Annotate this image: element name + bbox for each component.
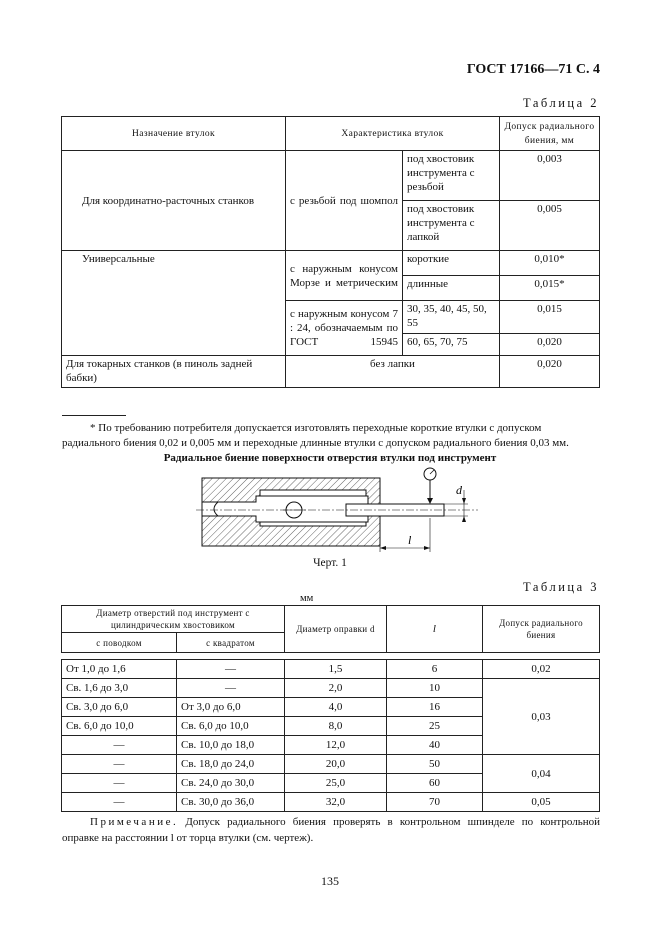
table2 <box>61 116 600 388</box>
t3-r2-c2: — <box>177 679 285 698</box>
arrow-l-left <box>380 546 386 550</box>
note-label: Примечание. <box>90 816 179 828</box>
t2-cone-type: с наружным конусом 7 : 24, обозначаемым по ГОСТ 15945 <box>286 301 403 356</box>
t3-tol-4: 0,05 <box>483 793 600 812</box>
t2-head-purpose: Назначение втулок <box>62 117 286 151</box>
t3-head-col2: с квадратом <box>177 633 285 653</box>
footnote-separator <box>62 415 126 416</box>
t3-r5-c3: 12,0 <box>285 736 387 755</box>
t3-r8-c1: — <box>62 793 177 812</box>
t3-r7-c3: 25,0 <box>285 774 387 793</box>
t2-morse-sub-1: короткие <box>403 251 500 276</box>
t3-tol-1: 0,02 <box>483 660 600 679</box>
dial-indicator-icon <box>424 468 436 504</box>
t2-lathe-type: без лапки <box>286 356 500 388</box>
table3 <box>61 605 600 812</box>
t3-r5-c2: Св. 10,0 до 18,0 <box>177 736 285 755</box>
label-d: d <box>456 483 462 497</box>
arrow-d-bottom <box>462 516 466 522</box>
t3-r8-c4: 70 <box>387 793 483 812</box>
t3-r1-c4: 6 <box>387 660 483 679</box>
note-text: Допуск радиального биения проверять в контрольном шпинделе по контрольной оправке на расстоянии l от торца втулки (см. чертеж). <box>62 816 600 844</box>
t2-morse-sub-2: длинные <box>403 276 500 301</box>
t3-r3-c2: От 3,0 до 6,0 <box>177 698 285 717</box>
t3-head-diameter: Диаметр оправки d <box>285 606 387 653</box>
t2-lathe-val: 0,020 <box>500 356 600 388</box>
t2-coord-type: с резьбой под шомпол <box>286 151 403 251</box>
t3-gap <box>62 653 600 660</box>
t2-coord-val-2: 0,005 <box>500 201 600 251</box>
t2-head-characteristic: Характеристика втулок <box>286 117 500 151</box>
t2-coord-sub-2: под хвостовик инструмента с лапкой <box>403 201 500 251</box>
t3-r7-c2: Св. 24,0 до 30,0 <box>177 774 285 793</box>
t3-r4-c2: Св. 6,0 до 10,0 <box>177 717 285 736</box>
t3-r3-c1: Св. 3,0 до 6,0 <box>62 698 177 717</box>
t3-r5-c1: — <box>62 736 177 755</box>
t2-coord-purpose: Для координатно-расточных станков <box>62 151 286 251</box>
t3-r6-c4: 50 <box>387 755 483 774</box>
t3-r2-c1: Св. 1,6 до 3,0 <box>62 679 177 698</box>
page-header: ГОСТ 17166—71 С. 4 <box>466 62 600 77</box>
t3-r1-c1: От 1,0 до 1,6 <box>62 660 177 679</box>
t3-r1-c2: — <box>177 660 285 679</box>
t3-r6-c1: — <box>62 755 177 774</box>
t2-head-tolerance: Допуск радиального биения, мм <box>500 117 600 151</box>
page-number: 135 <box>321 874 339 888</box>
t3-head-group: Диаметр отверстий под инструмент с цилиндрическим хвостовиком <box>62 606 285 633</box>
t3-r5-c4: 40 <box>387 736 483 755</box>
t3-r1-c3: 1,5 <box>285 660 387 679</box>
t2-cone-val-1: 0,015 <box>500 301 600 334</box>
table3-caption: Таблица 3 <box>523 580 599 594</box>
t2-univ-purpose: Универсальные <box>62 251 286 356</box>
note <box>62 815 600 846</box>
t2-coord-val-1: 0,003 <box>500 151 600 201</box>
t2-cone-val-2: 0,020 <box>500 334 600 356</box>
arrow-d-top <box>462 498 466 504</box>
t3-r2-c3: 2,0 <box>285 679 387 698</box>
t3-head-l: l <box>387 606 483 653</box>
t3-r6-c2: Св. 18,0 до 24,0 <box>177 755 285 774</box>
t3-r3-c3: 4,0 <box>285 698 387 717</box>
t3-r8-c2: Св. 30,0 до 36,0 <box>177 793 285 812</box>
label-l: l <box>408 533 412 547</box>
t3-r3-c4: 16 <box>387 698 483 717</box>
table3-unit: мм <box>300 593 314 604</box>
t2-morse-type: с наружным конусом Морзе и метрическим <box>286 251 403 301</box>
t2-coord-sub-1: под хвостовик инструмента с резьбой <box>403 151 500 201</box>
t2-morse-val-2: 0,015* <box>500 276 600 301</box>
arrow-l-right <box>424 546 430 550</box>
figure-caption: Черт. 1 <box>313 557 347 569</box>
table2-caption: Таблица 2 <box>523 96 599 110</box>
t3-r6-c3: 20,0 <box>285 755 387 774</box>
t3-r7-c1: — <box>62 774 177 793</box>
t3-r8-c3: 32,0 <box>285 793 387 812</box>
t2-morse-val-1: 0,010* <box>500 251 600 276</box>
t3-r4-c4: 25 <box>387 717 483 736</box>
t3-tol-3: 0,04 <box>483 755 600 793</box>
t3-tol-2: 0,03 <box>483 679 600 755</box>
t2-lathe-purpose: Для токарных станков (в пиноль задней бабки) <box>62 356 286 388</box>
t2-cone-sub-2: 60, 65, 70, 75 <box>403 334 500 356</box>
t2-cone-sub-1: 30, 35, 40, 45, 50, 55 <box>403 301 500 334</box>
t3-r4-c1: Св. 6,0 до 10,0 <box>62 717 177 736</box>
figure-title: Радиальное биение поверхности отверстия втулки под инструмент <box>163 452 497 464</box>
t3-head-col1: с поводком <box>62 633 177 653</box>
bushing-drawing <box>196 466 486 556</box>
t3-head-tolerance: Допуск радиального биения <box>483 606 600 653</box>
t3-r7-c4: 60 <box>387 774 483 793</box>
t3-r4-c3: 8,0 <box>285 717 387 736</box>
footnote: * По требованию потребителя допускается изготовлять переходные короткие втулки с допуском радиального биения 0,02 и 0,005 мм и переходные длинные втулки с допуском радиального биения 0,03 мм. <box>62 422 569 449</box>
t3-r2-c4: 10 <box>387 679 483 698</box>
